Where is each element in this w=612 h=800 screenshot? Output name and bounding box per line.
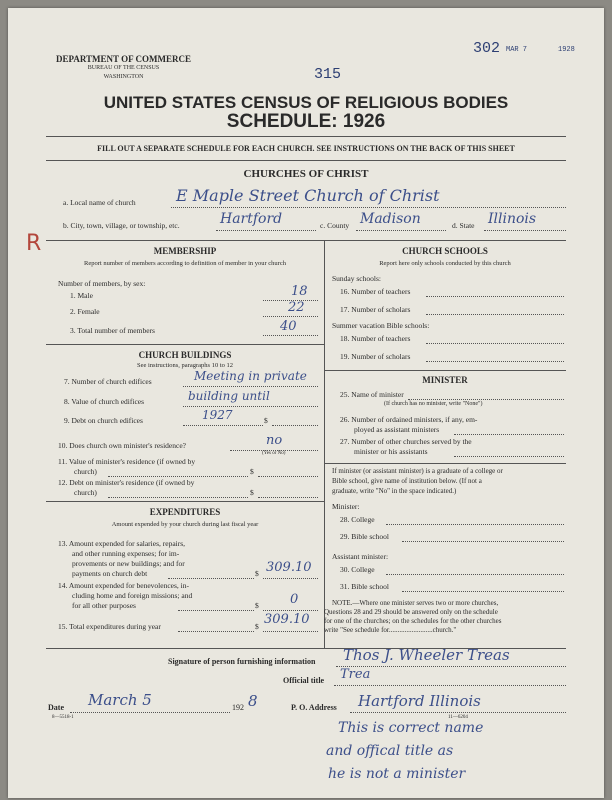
female-value: 22 <box>288 300 305 315</box>
county-value: Madison <box>360 211 421 227</box>
remark-line: This is correct name <box>338 720 484 736</box>
grad-note-line: Bible school, give name of institution below. (If not a <box>332 477 482 485</box>
q9-value: 1927 <box>202 408 233 422</box>
po-address-value: Hartford Illinois <box>358 692 481 710</box>
q15-label: 15. Total expenditures during year <box>58 622 161 631</box>
footnote-line: NOTE.—Where one minister serves two or more churches, <box>332 599 499 607</box>
margin-mark: R <box>26 231 42 256</box>
dollar-sign: $ <box>255 622 259 631</box>
remark-line: and offical title as <box>326 743 454 759</box>
q9-label: 9. Debt on church edifices <box>64 416 143 425</box>
date-label: Date <box>48 703 64 712</box>
schedule-number: 315 <box>314 66 342 83</box>
q8-label: 8. Value of church edifices <box>64 397 145 406</box>
footnote-line: for one of the churches; on the schedules for the other churches <box>324 617 502 625</box>
minister-label: Minister: <box>332 502 360 511</box>
stamp-year: 1928 <box>558 46 575 54</box>
assistant-label: Assistant minister: <box>332 552 389 561</box>
q10-label: 10. Does church own minister's residence? <box>58 441 186 450</box>
footnote-line: write "See schedule for.........................church." <box>324 626 457 634</box>
female-label: 2. Female <box>70 307 100 316</box>
remark-line: he is not a minister <box>328 766 466 782</box>
schedule-sheet <box>8 8 604 798</box>
q25-label: 25. Name of minister <box>340 390 404 399</box>
denomination-heading: CHURCHES OF CHRIST <box>243 168 369 180</box>
q13-line: payments on church debt <box>72 569 148 578</box>
total-members-label: 3. Total number of members <box>70 326 155 335</box>
official-title-label: Official title <box>283 676 325 685</box>
q13-value: 309.10 <box>266 560 312 575</box>
q12-label-cont: church) <box>74 488 97 497</box>
city-name: WASHINGTON <box>103 74 144 80</box>
schools-heading: CHURCH SCHOOLS <box>402 246 488 256</box>
male-label: 1. Male <box>70 291 93 300</box>
q15-value: 309.10 <box>264 612 310 627</box>
q13-line: 13. Amount expended for salaries, repairs, <box>58 539 186 548</box>
form-subtitle: SCHEDULE: 1926 <box>226 111 386 132</box>
q14-line: 14. Amount expended for benevolences, in- <box>58 581 190 590</box>
buildings-heading: CHURCH BUILDINGS <box>138 350 232 360</box>
church-name-label: a. Local name of church <box>63 198 136 207</box>
q13-line: provements or new buildings; and for <box>72 559 185 568</box>
date-value: March 5 <box>88 691 152 709</box>
q16-label: 16. Number of teachers <box>340 287 411 296</box>
q14-line: for all other purposes <box>72 601 136 610</box>
dollar-sign: $ <box>250 488 254 497</box>
grad-note-line: If minister (or assistant minister) is a graduate of a college or <box>332 467 503 475</box>
department-block <box>56 55 191 82</box>
q26-label: 26. Number of ordained ministers, if any, em- <box>340 415 478 424</box>
q19-label: 19. Number of scholars <box>340 352 411 361</box>
official-title-value: Trea <box>340 667 371 682</box>
membership-heading: MEMBERSHIP <box>153 246 217 256</box>
year-prefix: 192 <box>232 703 244 712</box>
membership-note: Report number of members according to definition of member in your church <box>84 260 286 267</box>
expenditures-heading: EXPENDITURES <box>149 507 221 517</box>
city-value: Hartford <box>220 211 283 227</box>
schools-note: Report here only schools conducted by this church <box>379 260 511 267</box>
stamp-number: 302 <box>473 40 501 57</box>
department-name: DEPARTMENT OF COMMERCE <box>56 54 192 64</box>
county-label: c. County <box>320 221 350 230</box>
vacation-schools-label: Summer vacation Bible schools: <box>332 321 430 330</box>
state-value: Illinois <box>488 211 537 227</box>
form-title: UNITED STATES CENSUS OF RELIGIOUS BODIES <box>103 93 509 112</box>
q12-label: 12. Debt on minister's residence (if owned by <box>58 478 195 487</box>
dollar-sign: $ <box>255 601 259 610</box>
members-by-sex-label: Number of members, by sex: <box>58 279 146 288</box>
bureau-name: BUREAU OF THE CENSUS <box>87 65 160 71</box>
form-number-2: 11—6204 <box>448 715 468 720</box>
dollar-sign: $ <box>255 569 259 578</box>
city-label: b. City, town, village, or township, etc. <box>63 221 180 230</box>
dollar-sign: $ <box>250 467 254 476</box>
q18-label: 18. Number of teachers <box>340 334 411 343</box>
dollar-sign: $ <box>264 416 268 425</box>
q11-label-cont: church) <box>74 467 97 476</box>
q10-hint: (Yes or No) <box>262 451 286 456</box>
q11-label: 11. Value of minister's residence (if owned by <box>58 457 196 466</box>
total-members-value: 40 <box>280 319 297 334</box>
q31-label: 31. Bible school <box>340 582 389 591</box>
year-value: 8 <box>248 692 258 710</box>
signature-value: Thos J. Wheeler Treas <box>343 646 510 664</box>
sunday-schools-label: Sunday schools: <box>332 274 381 283</box>
q30-label: 30. College <box>340 565 375 574</box>
q25-note: (If church has no minister, write "None") <box>384 401 483 407</box>
minister-heading: MINISTER <box>422 375 468 385</box>
po-address-label: P. O. Address <box>291 703 337 712</box>
q29-label: 29. Bible school <box>340 532 389 541</box>
footnote-line: Questions 28 and 29 should be answered only on the schedule <box>324 608 498 616</box>
state-label: d. State <box>452 221 475 230</box>
q27-label: 27. Number of other churches served by the <box>340 437 472 446</box>
stamp-date: MAR 7 <box>506 46 528 54</box>
q7-value: Meeting in private <box>194 369 307 383</box>
q10-value: no <box>266 433 283 448</box>
grad-note-line: graduate, write "No" in the space indicated.) <box>332 487 457 495</box>
buildings-note: See instructions, paragraphs 10 to 12 <box>136 362 234 369</box>
q14-value: 0 <box>290 592 299 607</box>
instruction-line: FILL OUT A SEPARATE SCHEDULE FOR EACH CHURCH. SEE INSTRUCTIONS ON THE BACK OF THIS SHEET <box>97 144 515 153</box>
signature-label: Signature of person furnishing information <box>168 657 316 666</box>
q8-value: building until <box>188 389 270 403</box>
church-name-value: E Maple Street Church of Christ <box>176 186 440 205</box>
q27-label-cont: minister or his assistants <box>354 447 428 456</box>
expenditures-note: Amount expended by your church during last fiscal year <box>111 521 259 528</box>
male-value: 18 <box>291 284 308 299</box>
q7-label: 7. Number of church edifices <box>64 377 152 386</box>
form-number: 8—5518-1 <box>52 715 74 720</box>
q26-label-cont: ployed as assistant ministers <box>354 425 440 434</box>
q28-label: 28. College <box>340 515 375 524</box>
q13-line: and other running expenses; for im- <box>72 549 180 558</box>
q14-line: cluding home and foreign missions; and <box>72 591 193 600</box>
q17-label: 17. Number of scholars <box>340 305 411 314</box>
